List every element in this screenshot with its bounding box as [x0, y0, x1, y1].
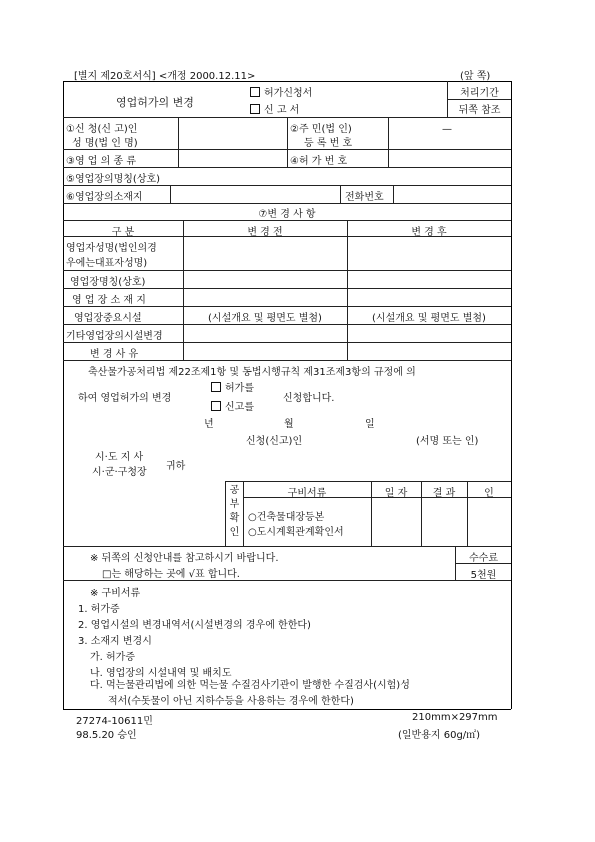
changes-title: ⑦변 경 사 항	[258, 209, 316, 220]
form-title: 영업허가의 변경	[116, 96, 194, 109]
col-seal: 인	[484, 488, 494, 499]
facilities-before-note: (시설개요 및 평면도 별첨)	[208, 313, 322, 324]
page-side-label: (앞 쪽)	[460, 71, 491, 82]
row-operator-name-2: 우에는대표자성명)	[66, 258, 148, 269]
col-type: 구 분	[111, 227, 135, 238]
date-day: 일	[365, 419, 375, 430]
permit-no-label: ④허 가 번 호	[290, 156, 348, 167]
paper-type: (일반용지 60g/㎡)	[398, 730, 481, 741]
checkbox-icon[interactable]	[211, 401, 221, 411]
required-doc-3: 3. 소재지 변경시	[78, 636, 152, 647]
checkbox-icon[interactable]	[250, 104, 260, 114]
col-date: 일 자	[384, 488, 408, 499]
business-address-label: ⑥영업장의소재지	[66, 192, 143, 203]
note-check-mark: □는 해당하는 곳에 √표 합니다.	[102, 569, 240, 580]
required-doc-3c-2: 적서(수돗물이 아닌 지하수등을 사용하는 경우에 한한다)	[108, 696, 354, 707]
honorific: 귀하	[166, 461, 186, 472]
verification-side-label: 공 부 확 인	[229, 485, 240, 538]
col-after: 변 경 후	[411, 227, 447, 238]
note-refer-back: ※ 뒤쪽의 신청안내를 참고하시기 바랍니다.	[90, 553, 279, 564]
statement-line-1: 축산물가공처리법 제22조제1항 및 동법시행규칙 제31조제3항의 규정에 의	[88, 367, 416, 378]
phone-label: 전화번호	[345, 192, 384, 203]
required-doc-2: 2. 영업시설의 변경내역서(시설변경의 경우에 한한다)	[78, 620, 311, 631]
doc-urban-plan: ○도시계획관계확인서	[248, 527, 344, 538]
addressee-province: 시·도 지 사	[95, 452, 144, 463]
option-report[interactable]: 신 고 서	[250, 101, 299, 116]
registration-no-field[interactable]: —	[442, 124, 452, 135]
row-other-facilities: 기타영업장의시설변경	[66, 331, 163, 342]
row-business-name: 영업장명칭(상호)	[70, 277, 146, 288]
processing-period-label: 처리기간	[460, 88, 499, 99]
required-doc-3b: 나. 영업장의 시설내역 및 배치도	[90, 668, 232, 679]
required-docs-title: ※ 구비서류	[90, 588, 141, 599]
option-permit-application[interactable]: 허가신청서	[250, 84, 312, 99]
addressee-city: 시·군·구청장	[92, 467, 147, 478]
required-doc-3a: 가. 허가증	[90, 652, 135, 663]
registration-no-label: ②주 민(법 인)	[290, 124, 352, 135]
statement-suffix: 신청합니다.	[283, 393, 335, 404]
date-year: 년	[204, 419, 214, 430]
business-name-label: ⑤영업장의명칭(상호)	[66, 174, 161, 185]
option-permit[interactable]: 허가를	[211, 379, 254, 394]
date-month: 월	[284, 419, 294, 430]
fee-label: 수수료	[469, 553, 498, 564]
form-number: [별지 제20호서식] <개정 2000.12.11>	[74, 71, 256, 82]
approval-date: 98.5.20 승인	[76, 730, 137, 741]
col-before: 변 경 전	[247, 227, 283, 238]
row-main-facilities: 영업장중요시설	[74, 313, 142, 324]
statement-line-2: 하여 영업허가의 변경	[78, 393, 172, 404]
facilities-after-note: (시설개요 및 평면도 별첨)	[372, 313, 486, 324]
signature-note: (서명 또는 인)	[416, 436, 479, 447]
required-doc-3c: 다. 먹는물관리법에 의한 먹는물 수질검사기관이 발행한 수질검사(시험)성	[90, 680, 410, 691]
row-business-address: 영 업 장 소 재 지	[72, 295, 146, 306]
row-operator-name: 영업자성명(법인의경	[66, 243, 157, 254]
registration-no-label-2: 등 록 번 호	[304, 138, 353, 149]
col-result: 결 과	[432, 488, 456, 499]
business-type-label: ③영 업 의 종 류	[66, 156, 136, 167]
applicant-signature-label: 신청(신고)인	[246, 436, 303, 447]
checkbox-icon[interactable]	[211, 382, 221, 392]
row-change-reason: 변 경 사 유	[90, 349, 139, 360]
option-report-2[interactable]: 신고를	[211, 398, 254, 413]
processing-period-value: 뒤쪽 참조	[458, 105, 501, 116]
checkbox-icon[interactable]	[250, 87, 260, 97]
doc-building-register: ○건축물대장등본	[248, 512, 325, 523]
applicant-name-label: ①신 청(신 고)인	[66, 124, 138, 135]
paper-size: 210mm×297mm	[412, 712, 498, 723]
col-required-docs: 구비서류	[287, 488, 327, 499]
fee-value: 5천원	[470, 570, 497, 581]
required-doc-1: 1. 허가증	[78, 604, 120, 615]
applicant-name-label-2: 성 명(법 인 명)	[72, 138, 138, 149]
form-code: 27274-10611민	[76, 716, 153, 727]
